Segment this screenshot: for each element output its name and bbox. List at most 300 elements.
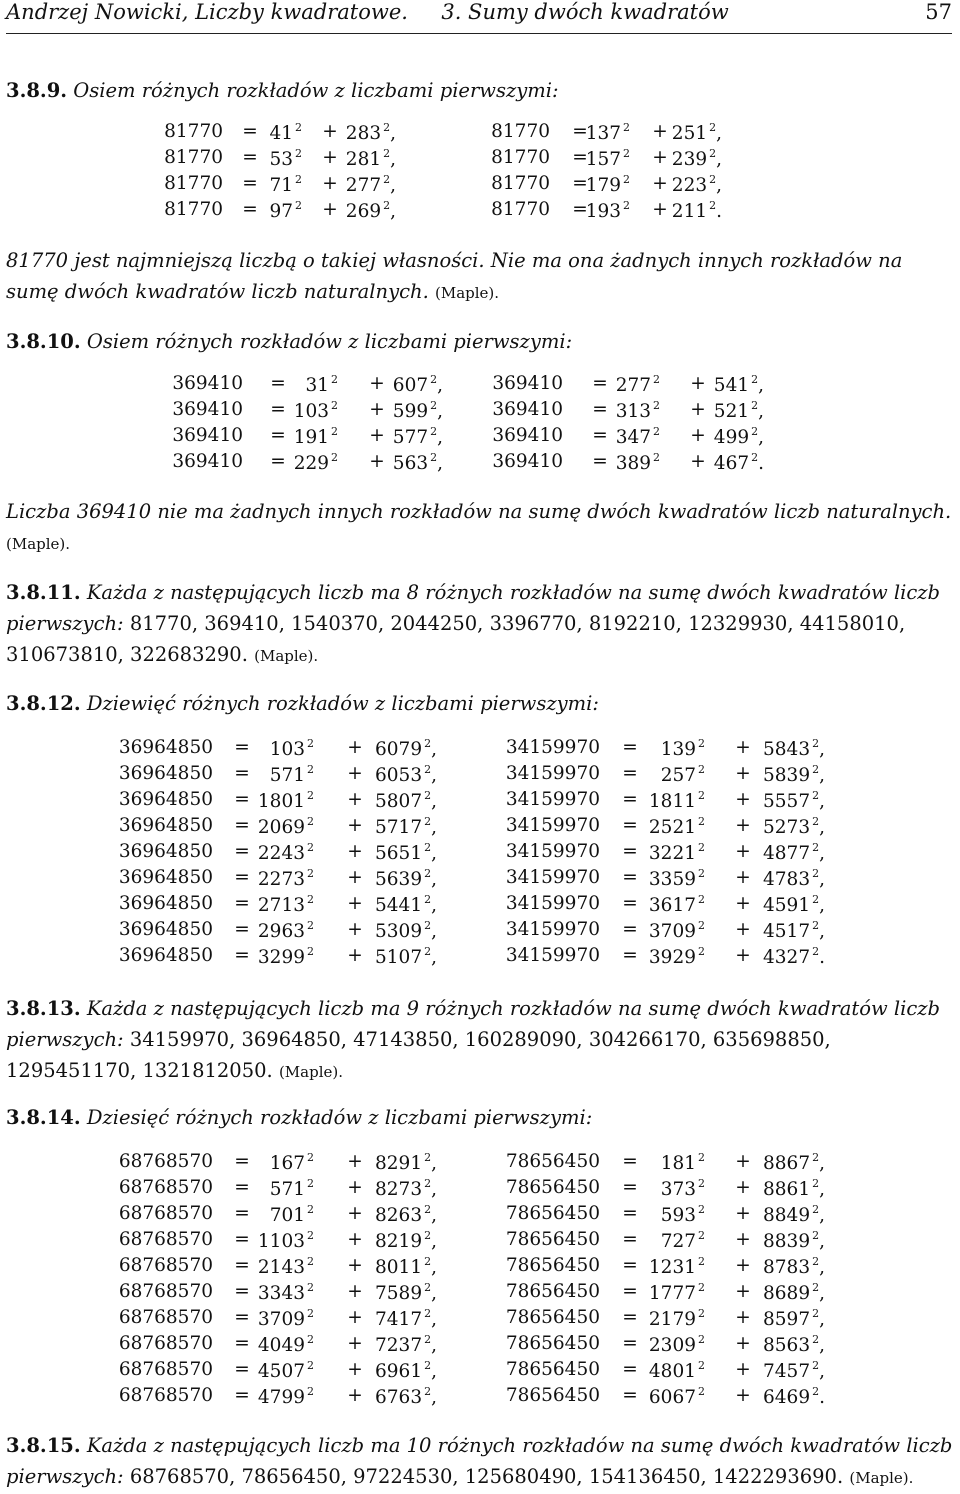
equals-sign: = [622,893,638,914]
equation-number: 68768570 [118,1203,213,1224]
first-square: 97 $^2$ [269,199,302,222]
equation-number: 68768570 [118,1151,213,1172]
equals-sign: = [622,1333,638,1354]
equation [0,147,960,173]
exponent: 2 [424,1229,432,1242]
exponent: 2 [307,893,314,906]
exponent: 2 [812,1333,820,1346]
equals-sign: = [622,1307,638,1328]
equation-number: 68768570 [118,1255,213,1276]
equals-sign: = [234,1229,250,1250]
equals-sign: = [234,1281,250,1302]
exponent: 2 [812,1229,820,1242]
first-square: 31 $^2$ [305,373,338,396]
second-square: 4327 $^2$. [763,945,825,968]
exponent: 2 [709,173,717,186]
equals-sign: = [622,841,638,862]
first-square: 2179 $^2$ [648,1307,705,1330]
exponent: 2 [698,1281,705,1294]
first-square: 2069 $^2$ [257,815,314,838]
plus-sign: + [735,1151,751,1172]
section-number: 3.8.11. [6,581,81,604]
equation-number: 81770 [164,173,223,194]
section-3-8-15 [6,1430,956,1494]
second-square: 8273 $^2$, [375,1177,437,1200]
equation [0,919,960,945]
equals-sign: = [234,945,250,966]
equation-number: 369410 [172,373,243,394]
first-square: 373 $^2$ [660,1177,705,1200]
first-square: 229 $^2$ [293,451,338,474]
exponent: 2 [698,789,705,802]
first-square: 4507 $^2$ [257,1359,314,1382]
running-header [6,0,952,30]
plus-sign: + [652,121,668,142]
exponent: 2 [307,1281,314,1294]
second-square: 5807 $^2$, [375,789,437,812]
equation [0,425,960,451]
section-number: 3.8.12. [6,692,81,715]
exponent: 2 [430,451,438,464]
first-square: 3343 $^2$ [257,1281,314,1304]
exponent: 2 [812,1281,820,1294]
second-square: 251 $^2$, [671,121,722,144]
plus-sign: + [690,399,706,420]
equation [0,1255,960,1281]
exponent: 2 [424,1359,432,1372]
equals-sign: = [234,893,250,914]
first-square: 4801 $^2$ [648,1359,705,1382]
exponent: 2 [307,867,314,880]
section-number: 3.8.14. [6,1106,81,1129]
equals-sign: = [234,1177,250,1198]
first-square: 41 $^2$ [269,121,302,144]
second-square: 5557 $^2$, [763,789,825,812]
section-text: Każda z następujących liczb ma 9 różnych rozkładów na sumę dwóch kwadratów liczb pierwszych: [6,997,941,1051]
exponent: 2 [307,841,314,854]
equals-sign: = [234,815,250,836]
second-square: 5843 $^2$, [763,737,825,760]
equation [0,1203,960,1229]
section-text: Każda z następujących liczb ma 10 różnych rozkładów na sumę dwóch kwadratów liczb pierwszych: [6,1434,953,1488]
first-square: 389 $^2$ [615,451,660,474]
exponent: 2 [383,199,391,212]
equation [0,945,960,971]
second-square: 563 $^2$, [392,451,443,474]
second-square: 8783 $^2$, [763,1255,825,1278]
equals-sign: = [234,867,250,888]
equals-sign: = [242,147,258,168]
equation [0,1151,960,1177]
equals-sign: = [242,199,258,220]
plus-sign: + [735,815,751,836]
first-square: 2243 $^2$ [257,841,314,864]
equals-sign: = [234,1385,250,1406]
equals-sign: = [270,399,286,420]
second-square: 541 $^2$, [713,373,764,396]
plus-sign: + [690,425,706,446]
equals-sign: = [592,373,608,394]
plus-sign: + [735,1203,751,1224]
equation-number: 34159970 [505,815,600,836]
exponent: 2 [698,737,705,750]
exponent: 2 [812,1359,820,1372]
equation-number: 81770 [164,147,223,168]
first-square: 181 $^2$ [660,1151,705,1174]
equals-sign: = [270,425,286,446]
exponent: 2 [698,841,705,854]
number-list: 81770, 369410, 1540370, 2044250, 3396770, 8192210, 12329930, 44158010, 310673810, 322683290. [6,612,906,666]
exponent: 2 [698,1203,705,1216]
plus-sign: + [735,1255,751,1276]
equation-number: 78656450 [505,1151,600,1172]
second-square: 8849 $^2$, [763,1203,825,1226]
exponent: 2 [709,199,717,212]
second-square: 467 $^2$. [713,451,764,474]
first-square: 3617 $^2$ [648,893,705,916]
equation-number: 36964850 [118,919,213,940]
exponent: 2 [751,425,759,438]
equation-number: 369410 [172,399,243,420]
exponent: 2 [307,737,314,750]
equals-sign: = [622,945,638,966]
section-intro: Osiem różnych rozkładów z liczbami pierwszymi: [73,79,559,102]
plus-sign: + [347,1307,363,1328]
exponent: 2 [424,893,432,906]
second-square: 239 $^2$, [671,147,722,170]
exponent: 2 [307,1203,314,1216]
equals-sign: = [622,1151,638,1172]
section-number: 3.8.13. [6,997,81,1020]
second-square: 8861 $^2$, [763,1177,825,1200]
exponent: 2 [424,1255,432,1268]
exponent: 2 [424,919,432,932]
first-square: 1231 $^2$ [648,1255,705,1278]
first-square: 103 $^2$ [269,737,314,760]
number-list: 34159970, 36964850, 47143850, 160289090, 304266170, 635698850, 1295451170, 1321812050. [6,1028,831,1082]
first-square: 53 $^2$ [269,147,302,170]
exponent: 2 [383,173,391,186]
section-intro: Osiem różnych rozkładów z liczbami pierwszymi: [86,330,573,353]
equals-sign: = [622,1359,638,1380]
exponent: 2 [307,919,314,932]
section-3-8-12-heading [6,688,954,719]
plus-sign: + [347,737,363,758]
first-square: 3221 $^2$ [648,841,705,864]
exponent: 2 [653,373,660,386]
equals-sign: = [622,1385,638,1406]
maple-tag: (Maple). [6,535,71,553]
second-square: 8219 $^2$, [375,1229,437,1252]
plus-sign: + [652,199,668,220]
exponent: 2 [307,1385,314,1398]
section-intro: Dziesięć różnych rozkładów z liczbami pierwszymi: [86,1106,593,1129]
second-square: 283 $^2$, [345,121,396,144]
section-3-8-9-remark [6,245,956,309]
equals-sign: = [622,1177,638,1198]
remark-text: 81770 jest najmniejszą liczbą o takiej własności. Nie ma ona żadnych innych rozkładów na sumę dwóch kwadratów liczb naturalnych. [6,249,903,303]
second-square: 521 $^2$, [713,399,764,422]
equals-sign: = [622,867,638,888]
section-3-8-13 [6,993,956,1088]
equals-sign: = [622,1255,638,1276]
exponent: 2 [383,147,391,160]
exponent: 2 [295,173,302,186]
exponent: 2 [307,1151,314,1164]
equation [0,199,960,225]
exponent: 2 [812,1151,820,1164]
exponent: 2 [307,1177,314,1190]
exponent: 2 [424,737,432,750]
exponent: 2 [424,1281,432,1294]
plus-sign: + [735,789,751,810]
plus-sign: + [347,867,363,888]
header-rule [6,33,952,34]
first-square: 2309 $^2$ [648,1333,705,1356]
second-square: 277 $^2$, [345,173,396,196]
exponent: 2 [698,1385,705,1398]
exponent: 2 [307,1333,314,1346]
equals-sign: = [234,1151,250,1172]
equation [0,399,960,425]
second-square: 6961 $^2$, [375,1359,437,1382]
equation [0,1385,960,1411]
plus-sign: + [735,945,751,966]
plus-sign: + [347,1333,363,1354]
first-square: 3709 $^2$ [648,919,705,942]
equals-sign: = [234,763,250,784]
section-text: Każda z następujących liczb ma 8 różnych rozkładów na sumę dwóch kwadratów liczb pierwszych: [6,581,941,635]
equation-number: 369410 [492,451,563,472]
exponent: 2 [307,1255,314,1268]
second-square: 269 $^2$, [345,199,396,222]
equation-number: 34159970 [505,789,600,810]
exponent: 2 [812,893,820,906]
exponent: 2 [653,425,660,438]
plus-sign: + [735,737,751,758]
equals-sign: = [572,121,588,142]
plus-sign: + [735,1333,751,1354]
equals-sign: = [572,173,588,194]
equation [0,867,960,893]
section-3-8-11 [6,577,956,672]
second-square: 7417 $^2$, [375,1307,437,1330]
equation [0,1307,960,1333]
exponent: 2 [623,173,630,186]
exponent: 2 [307,815,314,828]
second-square: 5639 $^2$, [375,867,437,890]
exponent: 2 [331,425,338,438]
second-square: 5309 $^2$, [375,919,437,942]
exponent: 2 [424,1151,432,1164]
exponent: 2 [331,451,338,464]
section-number: 3.8.9. [6,79,68,102]
second-square: 223 $^2$, [671,173,722,196]
equation-number: 36964850 [118,815,213,836]
plus-sign: + [322,199,338,220]
first-square: 727 $^2$ [660,1229,705,1252]
equals-sign: = [592,425,608,446]
first-square: 157 $^2$ [585,147,630,170]
plus-sign: + [347,1385,363,1406]
second-square: 281 $^2$, [345,147,396,170]
exponent: 2 [698,1359,705,1372]
first-square: 1811 $^2$ [648,789,705,812]
equation-number: 78656450 [505,1333,600,1354]
equals-sign: = [270,451,286,472]
first-square: 137 $^2$ [585,121,630,144]
plus-sign: + [347,1151,363,1172]
equation [0,763,960,789]
equals-sign: = [234,737,250,758]
second-square: 8689 $^2$, [763,1281,825,1304]
exponent: 2 [812,763,820,776]
plus-sign: + [322,173,338,194]
plus-sign: + [735,1307,751,1328]
maple-tag: (Maple). [435,284,500,302]
equation-number: 68768570 [118,1307,213,1328]
second-square: 6053 $^2$, [375,763,437,786]
equation-number: 34159970 [505,893,600,914]
exponent: 2 [424,867,432,880]
exponent: 2 [698,1177,705,1190]
first-square: 2273 $^2$ [257,867,314,890]
page-number: 57 [925,0,952,24]
equation-number: 36964850 [118,893,213,914]
first-square: 4049 $^2$ [257,1333,314,1356]
exponent: 2 [295,147,302,160]
first-square: 193 $^2$ [585,199,630,222]
remark-text: Liczba 369410 nie ma żadnych innych rozkładów na sumę dwóch kwadratów liczb naturalnych. [6,500,952,523]
plus-sign: + [322,147,338,168]
plus-sign: + [735,1359,751,1380]
exponent: 2 [812,867,820,880]
first-square: 167 $^2$ [269,1151,314,1174]
equation [0,737,960,763]
first-square: 2521 $^2$ [648,815,705,838]
second-square: 499 $^2$, [713,425,764,448]
equals-sign: = [234,1307,250,1328]
first-square: 277 $^2$ [615,373,660,396]
exponent: 2 [623,147,630,160]
maple-tag: (Maple). [254,647,319,665]
first-square: 3929 $^2$ [648,945,705,968]
plus-sign: + [347,945,363,966]
plus-sign: + [735,1281,751,1302]
second-square: 8263 $^2$, [375,1203,437,1226]
plus-sign: + [690,373,706,394]
plus-sign: + [735,893,751,914]
exponent: 2 [698,1333,705,1346]
second-square: 6469 $^2$. [763,1385,825,1408]
equation [0,893,960,919]
plus-sign: + [347,763,363,784]
first-square: 3359 $^2$ [648,867,705,890]
plus-sign: + [735,763,751,784]
second-square: 7237 $^2$, [375,1333,437,1356]
first-square: 179 $^2$ [585,173,630,196]
equals-sign: = [234,1255,250,1276]
equation-number: 369410 [172,451,243,472]
exponent: 2 [424,1333,432,1346]
equation [0,1333,960,1359]
plus-sign: + [652,147,668,168]
first-square: 2713 $^2$ [257,893,314,916]
second-square: 8867 $^2$, [763,1151,825,1174]
exponent: 2 [307,1229,314,1242]
equation-number: 68768570 [118,1229,213,1250]
exponent: 2 [751,451,759,464]
second-square: 7457 $^2$, [763,1359,825,1382]
exponent: 2 [424,1385,432,1398]
exponent: 2 [307,789,314,802]
equation-number: 78656450 [505,1307,600,1328]
equation [0,121,960,147]
equation-number: 369410 [492,425,563,446]
exponent: 2 [307,763,314,776]
exponent: 2 [623,199,630,212]
equation-number: 78656450 [505,1281,600,1302]
first-square: 6067 $^2$ [648,1385,705,1408]
equation-number: 68768570 [118,1359,213,1380]
exponent: 2 [424,1203,432,1216]
exponent: 2 [307,1359,314,1372]
exponent: 2 [424,763,432,776]
plus-sign: + [347,919,363,940]
second-square: 8597 $^2$, [763,1307,825,1330]
exponent: 2 [424,1307,432,1320]
first-square: 1103 $^2$ [257,1229,314,1252]
exponent: 2 [698,1229,705,1242]
exponent: 2 [424,789,432,802]
equation-number: 78656450 [505,1385,600,1406]
exponent: 2 [698,945,705,958]
equation-number: 68768570 [118,1333,213,1354]
second-square: 599 $^2$, [392,399,443,422]
first-square: 3299 $^2$ [257,945,314,968]
plus-sign: + [347,1359,363,1380]
exponent: 2 [307,945,314,958]
equation-number: 68768570 [118,1385,213,1406]
equals-sign: = [234,919,250,940]
equation-number: 81770 [491,121,550,142]
exponent: 2 [698,893,705,906]
equation-number: 81770 [491,199,550,220]
first-square: 71 $^2$ [269,173,302,196]
first-square: 313 $^2$ [615,399,660,422]
equation-number: 78656450 [505,1255,600,1276]
first-square: 1801 $^2$ [257,789,314,812]
first-square: 593 $^2$ [660,1203,705,1226]
exponent: 2 [812,919,820,932]
second-square: 6079 $^2$, [375,737,437,760]
equation-number: 34159970 [505,945,600,966]
plus-sign: + [347,1229,363,1250]
plus-sign: + [347,1255,363,1276]
exponent: 2 [709,147,717,160]
second-square: 7589 $^2$, [375,1281,437,1304]
first-square: 4799 $^2$ [257,1385,314,1408]
equals-sign: = [270,373,286,394]
equation-number: 34159970 [505,841,600,862]
section-number: 3.8.10. [6,330,81,353]
second-square: 5839 $^2$, [763,763,825,786]
second-square: 5107 $^2$, [375,945,437,968]
equation [0,1229,960,1255]
exponent: 2 [698,919,705,932]
equals-sign: = [234,789,250,810]
equation-number: 36964850 [118,945,213,966]
